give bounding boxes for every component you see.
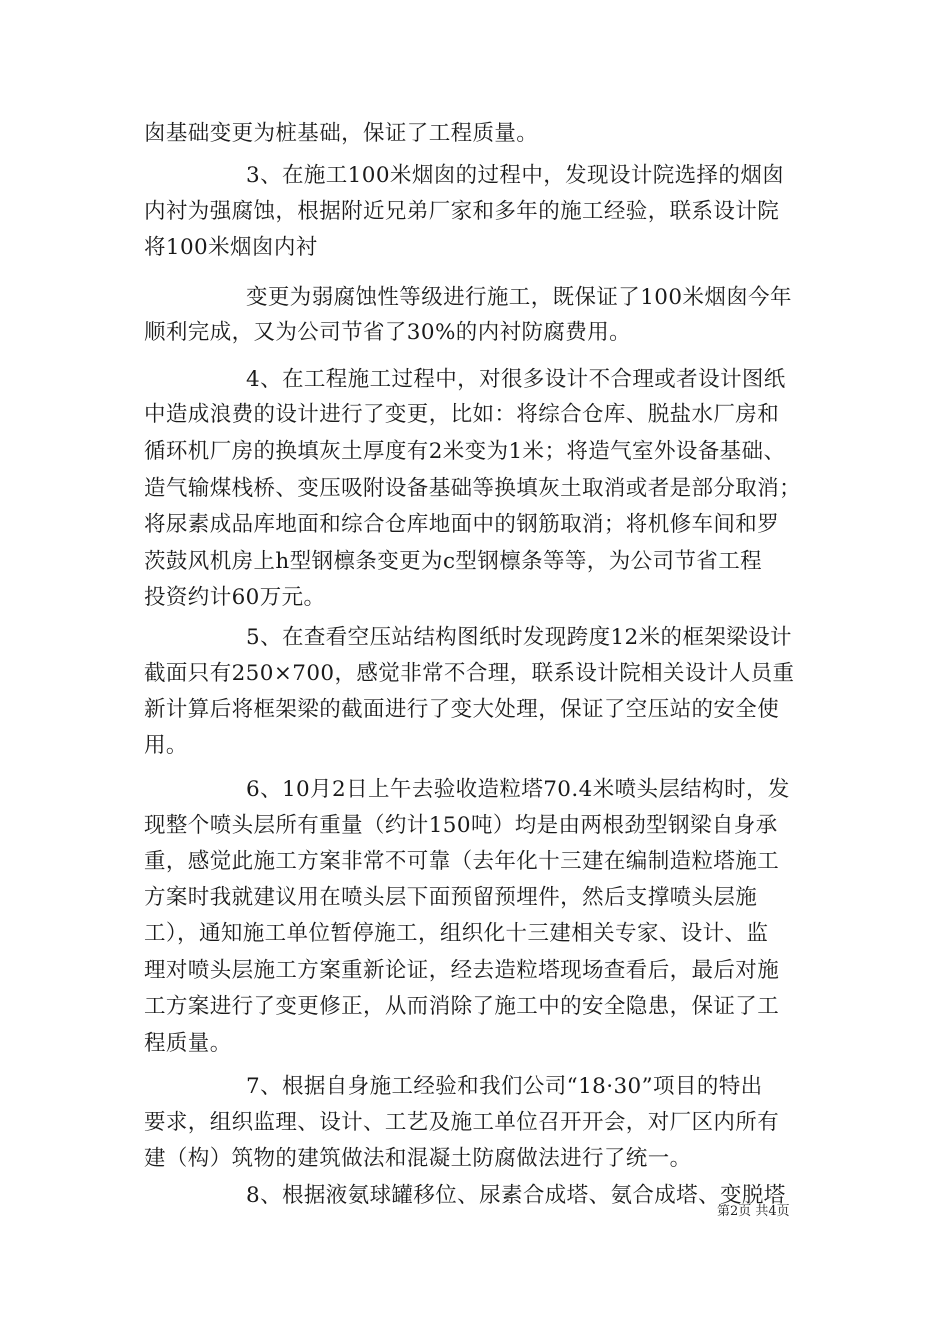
- text-line: 循环机厂房的换填灰土厚度有2米变为1米；将造气室外设备基础、: [144, 439, 786, 464]
- text-line: 3、在施工100米烟囱的过程中，发现设计院选择的烟囱: [246, 163, 785, 188]
- text-line: 4、在工程施工过程中，对很多设计不合理或者设计图纸: [246, 367, 786, 392]
- text-line: 囱基础变更为桩基础，保证了工程质量。: [144, 121, 539, 146]
- text-line: 理对喷头层施工方案重新论证，经去造粒塔现场查看后，最后对施: [144, 958, 780, 983]
- text-line: 程质量。: [144, 1031, 232, 1056]
- text-line: 工），通知施工单位暂停施工，组织化十三建相关专家、设计、监: [144, 921, 769, 946]
- text-line: 工方案进行了变更修正，从而消除了施工中的安全隐患，保证了工: [144, 994, 780, 1019]
- text-line: 顺利完成，又为公司节省了30%的内衬防腐费用。: [144, 320, 631, 345]
- text-line: 新计算后将框架梁的截面进行了变大处理，保证了空压站的安全使: [144, 697, 780, 722]
- text-line: 截面只有250×700，感觉非常不合理，联系设计院相关设计人员重: [144, 661, 795, 686]
- text-line: 建（构）筑物的建筑做法和混凝土防腐做法进行了统一。: [144, 1146, 692, 1171]
- text-line: 将尿素成品库地面和综合仓库地面中的钢筋取消；将机修车间和罗: [144, 512, 780, 537]
- text-line: 5、在查看空压站结构图纸时发现跨度12米的框架梁设计: [246, 625, 792, 650]
- text-line: 投资约计60万元。: [144, 585, 326, 610]
- text-line: 方案时我就建议用在喷头层下面预留预埋件，然后支撑喷头层施: [144, 885, 758, 910]
- text-line: 7、根据自身施工经验和我们公司“18·30”项目的特出: [246, 1074, 763, 1099]
- text-line: 现整个喷头层所有重量（约计150吨）均是由两根劲型钢梁自身承: [144, 813, 778, 838]
- page-number: 第2页 共4页: [717, 1204, 790, 1219]
- text-line: 将100米烟囱内衬: [144, 235, 318, 260]
- text-line: 重，感觉此施工方案非常不可靠（去年化十三建在编制造粒塔施工: [144, 849, 780, 874]
- text-line: 用。: [144, 733, 188, 758]
- text-line: 6、10月2日上午去验收造粒塔70.4米喷头层结构时，发: [246, 777, 790, 802]
- text-line: 茨鼓风机房上h型钢檩条变更为c型钢檩条等等，为公司节省工程: [144, 549, 762, 574]
- text-line: 变更为弱腐蚀性等级进行施工，既保证了100米烟囱今年: [246, 285, 792, 310]
- text-line: 中造成浪费的设计进行了变更，比如：将综合仓库、脱盐水厂房和: [144, 402, 780, 427]
- text-line: 8、根据液氨球罐移位、尿素合成塔、氨合成塔、变脱塔: [246, 1183, 786, 1208]
- text-line: 要求，组织监理、设计、工艺及施工单位召开开会，对厂区内所有: [144, 1110, 780, 1135]
- text-line: 内衬为强腐蚀，根据附近兄弟厂家和多年的施工经验，联系设计院: [144, 199, 780, 224]
- text-line: 造气输煤栈桥、变压吸附设备基础等换填灰土取消或者是部分取消；: [144, 476, 802, 501]
